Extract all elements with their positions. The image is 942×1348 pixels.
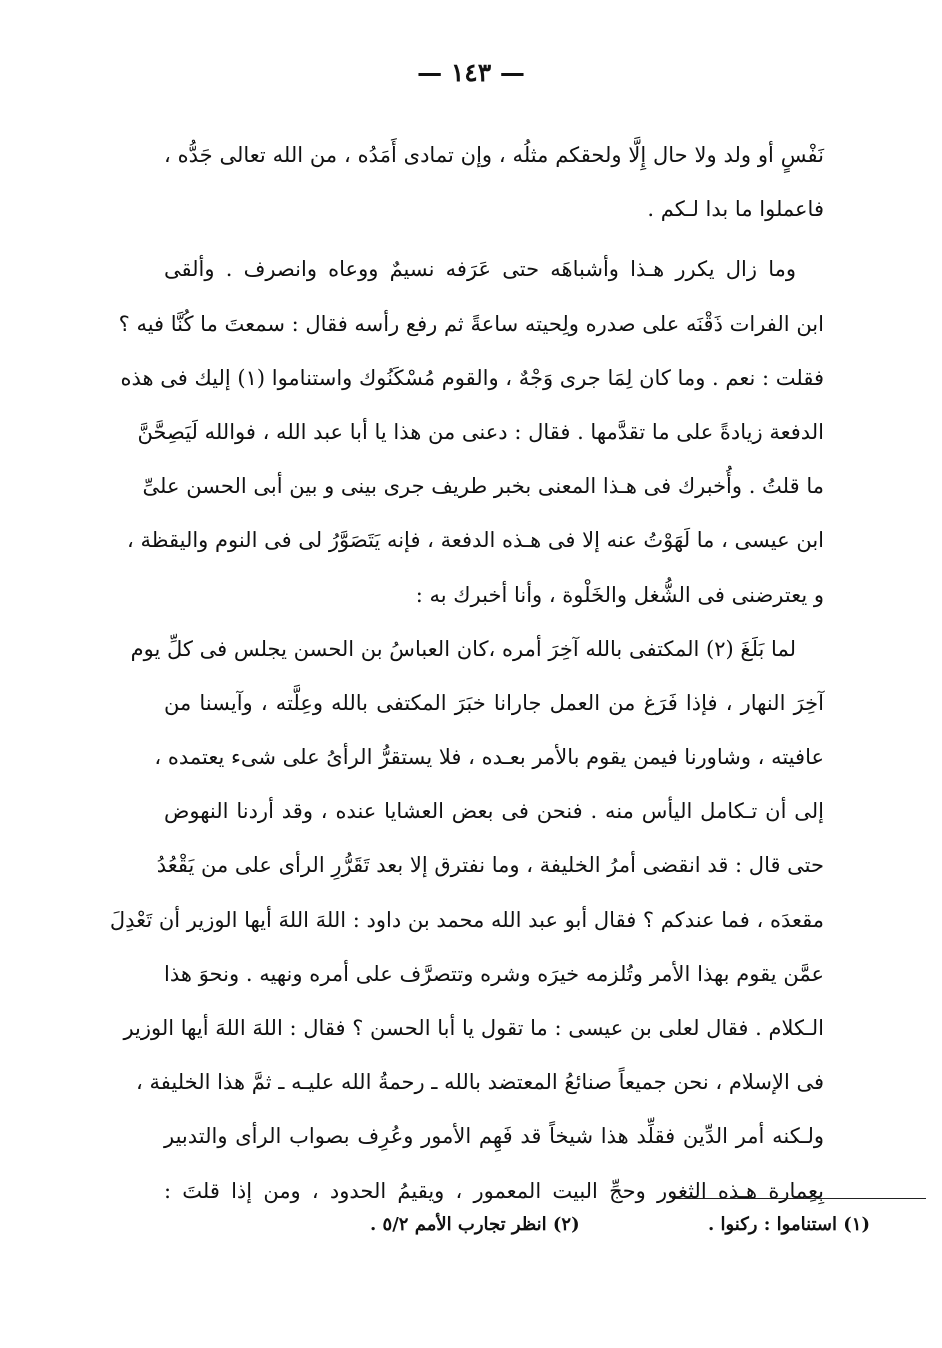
text-line: عافيته ، وشاورنا فيمن يقوم بالأمر بعـده ، فلا يستقرُّ الرأىُ على شىء يعتمده ، [154, 745, 824, 770]
text-line: وما زال يكرر هـذا وأشباهَه حتى عَرَفه نسيمٌ ووعاه وانصرف . وألقى [164, 257, 796, 282]
text-line: و يعترضنى فى الشُّغل والخَلْوة ، وأنا أخبرك به : [415, 582, 824, 607]
footnote-divider [672, 1198, 926, 1199]
page-number: — ١٤٣ — [417, 58, 525, 87]
text-line: فى الإسلام ، نحن جميعاً صنائعُ المعتضد بالله ـ رحمةُ الله عليـه ـ ثمَّ هذا الخليفة ، [136, 1070, 824, 1095]
text-line: لما بَلَغَ (٢) المكتفى بالله آخِرَ أمره ،كان العباسُ بن الحسن يجلس فى كلِّ يوم [130, 636, 796, 661]
text-line: الـكلام . فقال لعلى بن عيسى : ما تقول يا أبا الحسن ؟ فقال : اللهَ اللهَ أيها الوزير [123, 1016, 824, 1040]
text-line: الدفعة زيادةً على ما تقدَّمها . فقال : دعنى من هذا يا أبا عبد الله ، فوالله لَيَصِحَّنَّ [137, 419, 824, 444]
text-line: ابن عيسى ، ما لَهَوْتُ عنه إلا فى هـذه الدفعة ، فإنه يَتَصَوَّرُ لى فى النوم واليقظة ، [127, 528, 824, 553]
footnotes [170, 1210, 890, 1240]
text-line: ولـكنه أمر الدِّين فقلِّد هذا شيخاً قد فَهِم الأمور وعُرِف بصواب الرأى والتدبير [164, 1124, 824, 1149]
text-line: إلى أن تـكامل اليأس منه . فنحن فى بعض العشايا عنده ، وقد أردنا النهوض [164, 799, 824, 824]
text-line: ما قلتُ . وأُخبرك فى هـذا المعنى بخبر طريف جرى بينى و بين أبى الحسن علىِّ [142, 474, 824, 499]
text-line: فقلت : نعم . وما كان لِمَا جرى وَجْهٌ ، والقوم مُسْكَنُوك واستناموا (١) إليك فى هذه [120, 365, 824, 390]
text-line: حتى قال : قد انقضى أمرُ الخليفة ، وما نفترق إلا بعد تَقَرُّرِ الرأى على من يَقْعُدُ [156, 853, 824, 878]
body-text [109, 128, 824, 1218]
text-line: ابن الفرات ذَقْنَه على صدره ولِحيته ساعةً ثم رفع رأسه فقال : سمعتَ ما كُنَّا فيه ؟ [118, 311, 824, 336]
text-line: مقعدَه ، فما عندكم ؟ فقال أبو عبد الله محمد بن داود : اللهَ اللهَ أيها الوزير أن تَعْدِلَ [109, 907, 824, 932]
text-line: فاعملوا ما بدا لـكم . [647, 197, 824, 222]
text-line: عمَّن يقوم بهذا الأمر وتُلزمه خيرَه وشره وتتصرَّف على أمره ونهيه . ونحوَ هذا [164, 961, 824, 986]
footnote-2: (٢) انظر تجارب الأمم ٥/٢ . [370, 1214, 580, 1235]
text-line: آخِرَ النهار ، فإذا فَرَغ من العمل جارانا خبَرَ المكتفى بالله وعِلَّته ، وآيسنا من [164, 690, 824, 715]
text-line: نَفْسٍ أو ولد ولا حال إِلَّا ولحقكم مثلُه ، وإن تمادى أَمَدُه ، من الله تعالى جَدُّه ، [164, 143, 824, 167]
footnote-1: (١) استناموا : ركنوا . [707, 1214, 870, 1235]
text-line: بِعِمارة هـذه الثغور وحجِّ البيت المعمور ، ويقيمُ الحدود ، ومن إذا قلتَ : [164, 1178, 824, 1203]
